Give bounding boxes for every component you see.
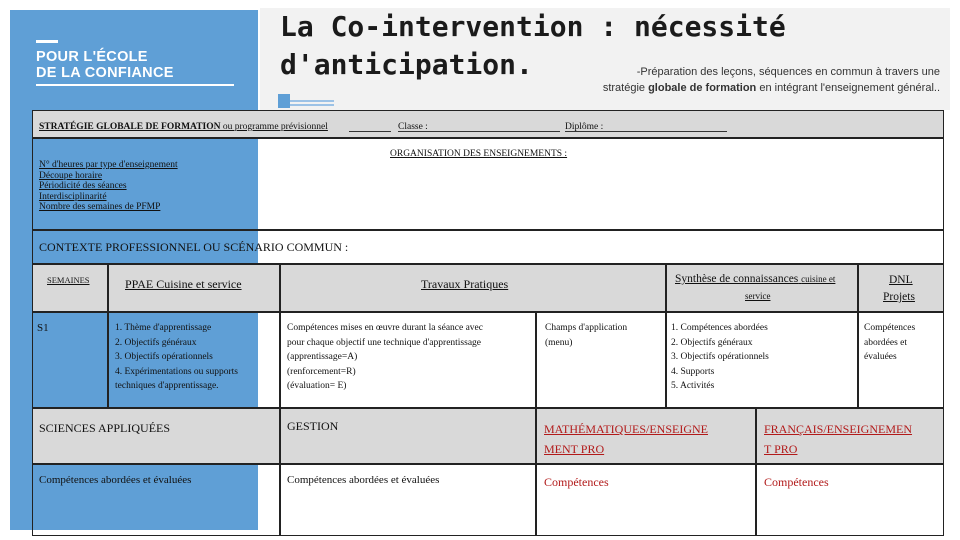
synthese-label-small: cuisine et <box>801 274 836 284</box>
maths-label-line2: MENT PRO <box>544 442 605 456</box>
logo-line2: DE LA CONFIANCE <box>36 65 174 81</box>
classe-blank-line <box>398 131 560 132</box>
organisation-item: Périodicité des séances <box>39 181 127 191</box>
context-section <box>32 230 944 264</box>
ppae-label: PPAE Cuisine et service <box>125 277 242 291</box>
list-item: Compétences <box>864 323 916 333</box>
s1-synthese-list <box>671 321 769 394</box>
classe-label: Classe : <box>398 122 428 132</box>
maths-header <box>536 408 756 464</box>
list-item: techniques d'apprentissage. <box>115 381 219 391</box>
maths-competences: Compétences <box>544 475 609 489</box>
sciences-label: SCIENCES APPLIQUÉES <box>39 421 171 435</box>
s1-week-cell <box>32 312 108 408</box>
organisation-title: ORGANISATION DES ENSEIGNEMENTS : <box>390 149 568 159</box>
list-item: pour chaque objectif une technique d'apprentissage <box>287 337 482 348</box>
gestion-content <box>280 464 536 536</box>
list-item: abordées et <box>864 337 907 348</box>
s1-dnl-cell <box>858 312 944 408</box>
organisation-item: Nombre des semaines de PFMP <box>39 202 161 212</box>
gestion-header <box>280 408 536 464</box>
strategy-blank-line <box>349 131 391 132</box>
header-semaines <box>32 264 108 312</box>
list-item: 3. Objectifs opérationnels <box>115 352 213 362</box>
synthese-label <box>675 273 835 285</box>
francais-header <box>756 408 944 464</box>
list-item: 4. Expérimentations ou supports <box>115 366 238 377</box>
sciences-competences: Compétences abordées et évaluées <box>39 474 192 486</box>
subtitle-line2 <box>595 80 940 96</box>
list-item: (apprentissage=A) <box>287 352 358 362</box>
diplome-label: Diplôme : <box>565 122 604 132</box>
logo-line1: POUR L'ÉCOLE <box>36 49 148 65</box>
strategy-label-rest: ou programme prévisionnel <box>220 122 328 132</box>
list-item: 2. Objectifs généraux <box>671 337 753 348</box>
strategy-row <box>32 110 944 138</box>
francais-competences: Compétences <box>764 475 829 489</box>
organisation-section <box>32 138 944 230</box>
list-item: 1. Thème d'apprentissage <box>115 323 212 333</box>
s1-synthese-cell <box>666 312 858 408</box>
s1-week-label: S1 <box>37 322 49 334</box>
list-item: Champs d'application <box>545 323 628 333</box>
sciences-content <box>32 464 280 536</box>
francais-label-line1: FRANÇAIS/ENSEIGNEMEN <box>764 422 913 436</box>
title-line1: La Co-intervention : nécessité <box>280 10 786 43</box>
list-item: 2. Objectifs généraux <box>115 337 197 348</box>
tp-label: Travaux Pratiques <box>421 277 509 291</box>
synthese-label-line2: service <box>745 291 771 301</box>
synthese-label-main: Synthèse de connaissances <box>675 273 799 285</box>
maths-content <box>536 464 756 536</box>
context-title: CONTEXTE PROFESSIONNEL OU SCÉNARIO COMMUN : <box>39 240 349 254</box>
gestion-label: GESTION <box>287 419 339 433</box>
francais-label <box>764 419 912 459</box>
subtitle-line2-start: stratégie <box>602 82 646 94</box>
dnl-label: DNL <box>889 274 913 286</box>
organisation-list <box>39 160 178 213</box>
list-item: 5. Activités <box>671 381 715 391</box>
list-item: (menu) <box>545 337 573 348</box>
header-tp <box>280 264 666 312</box>
francais-content <box>756 464 944 536</box>
header-synthese <box>666 264 858 312</box>
logo-underline <box>36 84 234 86</box>
list-item: (renforcement=R) <box>287 366 356 377</box>
title-line2: d'anticipation. <box>280 48 533 81</box>
projets-label: Projets <box>883 291 915 303</box>
strategy-label <box>39 120 328 135</box>
subtitle-line2-bold: globale de formation <box>648 82 757 94</box>
list-item: évaluées <box>864 352 897 362</box>
maths-label-line1: MATHÉMATIQUES/ENSEIGNE <box>544 422 708 436</box>
diplome-blank-line <box>565 131 727 132</box>
list-item: Compétences mises en œuvre durant la séance avec <box>287 323 483 333</box>
list-item: 3. Objectifs opérationnels <box>671 352 769 362</box>
s1-ppae-list <box>115 321 238 394</box>
s1-ppae-cell <box>108 312 280 408</box>
gestion-competences: Compétences abordées et évaluées <box>287 474 440 486</box>
organisation-item: Interdisciplinarité <box>39 191 107 202</box>
s1-dnl-list <box>864 321 915 365</box>
s1-champs-cell <box>536 312 666 408</box>
strategy-label-bold: STRATÉGIE GLOBALE DE FORMATION <box>39 122 221 132</box>
s1-tp-list <box>287 321 483 394</box>
header-dnl <box>858 264 944 312</box>
list-item: 1. Compétences abordées <box>671 323 768 333</box>
list-item: (évaluation= E) <box>287 381 347 391</box>
semaines-label: SEMAINES <box>47 275 90 285</box>
organisation-item: Découpe horaire <box>39 170 103 181</box>
subtitle-line1: -Préparation des leçons, séquences en commun à travers une <box>636 66 940 78</box>
maths-label <box>544 419 708 459</box>
francais-label-line2: T PRO <box>764 442 798 456</box>
sciences-header <box>32 408 280 464</box>
logo-bar <box>36 40 58 43</box>
decorative-steps-icon <box>278 94 334 108</box>
header-ppae <box>108 264 280 312</box>
s1-champs-list <box>545 321 627 350</box>
organisation-item: N° d'heures par type d'enseignement <box>39 160 178 170</box>
list-item: 4. Supports <box>671 366 715 377</box>
logo <box>36 40 236 86</box>
subtitle-line2-end: en intégrant l'enseignement général.. <box>759 82 940 94</box>
s1-tp-cell <box>280 312 536 408</box>
subtitle <box>595 64 940 96</box>
